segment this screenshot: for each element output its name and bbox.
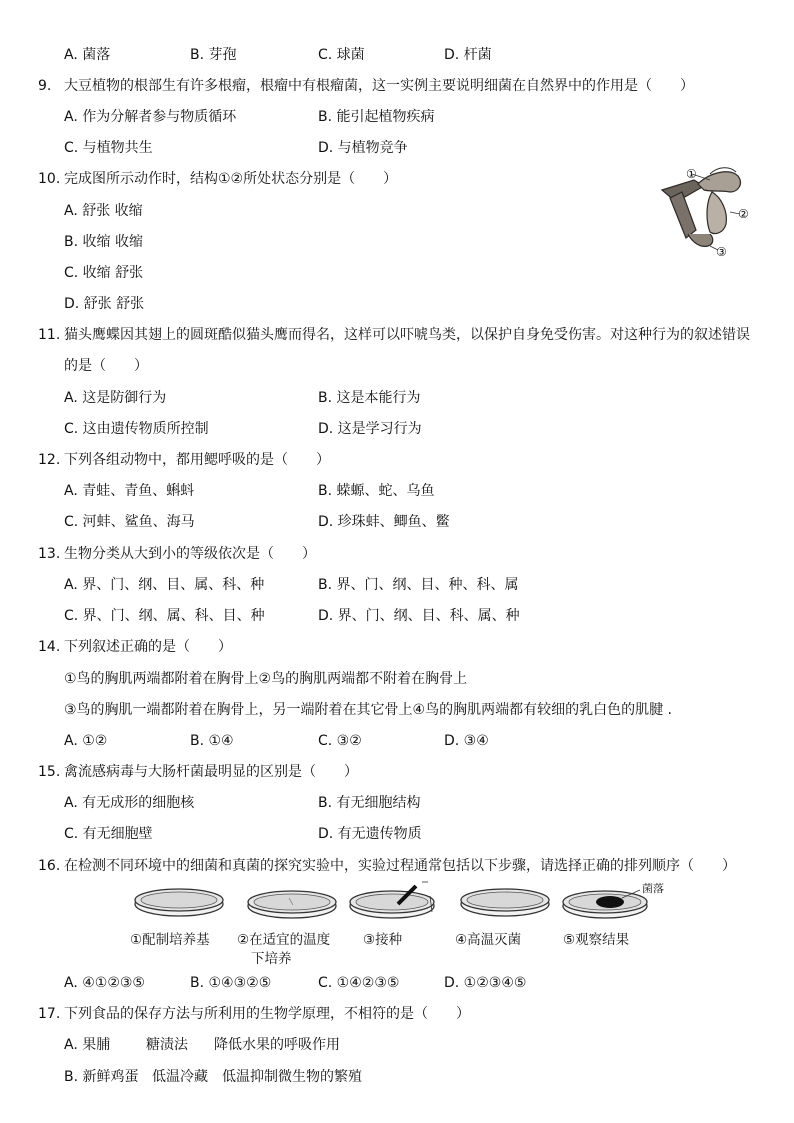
q8-option-c: C. 球菌 bbox=[318, 47, 365, 63]
q17-option-b-method: 低温冷藏 bbox=[152, 1069, 208, 1085]
q14-statement-line1: ①鸟的胸肌两端都附着在胸骨上②鸟的胸肌两端都不附着在胸骨上 bbox=[64, 671, 468, 687]
q13-option-a: A. 界、门、纲、目、属、科、种 bbox=[64, 577, 265, 593]
q15-option-d: D. 有无遗传物质 bbox=[318, 826, 422, 842]
q11-number: 11. bbox=[38, 327, 61, 343]
q15-number: 15. bbox=[38, 764, 61, 780]
q11-option-b: B. 这是本能行为 bbox=[318, 390, 421, 406]
q13-stem: 生物分类从大到小的等级依次是（ ） bbox=[64, 546, 316, 562]
q16-stem: 在检测不同环境中的细菌和真菌的探究实验中，实验过程通常包括以下步骤，请选择正确的排列顺序（ ） bbox=[64, 858, 736, 874]
q17-option-b-principle: 低温抑制微生物的繁殖 bbox=[222, 1069, 362, 1085]
q15-option-b: B. 有无细胞结构 bbox=[318, 795, 421, 811]
q16-option-a: A. ④①②③⑤ bbox=[64, 975, 145, 991]
q8-option-b: B. 芽孢 bbox=[190, 47, 237, 63]
q15-option-a: A. 有无成形的细胞核 bbox=[64, 795, 195, 811]
q14-option-a: A. ①② bbox=[64, 733, 108, 749]
q10-option-a: A. 舒张 收缩 bbox=[64, 203, 143, 219]
petri-dish-icon bbox=[245, 886, 339, 922]
q11-option-c: C. 这由遗传物质所控制 bbox=[64, 421, 209, 437]
q9-number: 9. bbox=[38, 78, 52, 94]
petri-dish-colony-icon bbox=[560, 884, 654, 922]
q14-stem: 下列叙述正确的是（ ） bbox=[64, 639, 232, 655]
q9-option-a: A. 作为分解者参与物质循环 bbox=[64, 109, 237, 125]
q12-option-a: A. 青蛙、青鱼、蝌蚪 bbox=[64, 483, 195, 499]
q17-option-b-food: B. 新鲜鸡蛋 bbox=[64, 1069, 139, 1085]
q14-option-c: C. ③② bbox=[318, 733, 362, 749]
petri-dish-icon bbox=[458, 884, 552, 920]
q12-stem: 下列各组动物中，都用鳃呼吸的是（ ） bbox=[64, 452, 330, 468]
q13-number: 13. bbox=[38, 546, 61, 562]
q17-option-a-food: A. 果脯 bbox=[64, 1037, 111, 1053]
step-2-label-line1: ②在适宜的温度 bbox=[237, 932, 331, 948]
figure-label-1: ① bbox=[686, 167, 697, 181]
q11-stem-line1: 猫头鹰蝶因其翅上的圆斑酷似猫头鹰而得名，这样可以吓唬鸟类，以保护自身免受伤害。对这种行为的叙述错误 bbox=[64, 327, 750, 343]
q10-option-d: D. 舒张 舒张 bbox=[64, 296, 145, 312]
step-1-label: ①配制培养基 bbox=[130, 932, 210, 948]
figure-label-3: ③ bbox=[716, 245, 727, 259]
petri-dish-inoculation-icon bbox=[346, 878, 446, 922]
q10-option-b: B. 收缩 收缩 bbox=[64, 234, 143, 250]
q13-option-c: C. 界、门、纲、属、科、目、种 bbox=[64, 608, 265, 624]
q9-option-b: B. 能引起植物疾病 bbox=[318, 109, 435, 125]
q12-option-b: B. 蝾螈、蛇、乌鱼 bbox=[318, 483, 435, 499]
q10-number: 10. bbox=[38, 171, 61, 187]
colony-label: 菌落 bbox=[642, 882, 664, 895]
q16-number: 16. bbox=[38, 858, 61, 874]
q16-option-c: C. ①④②③⑤ bbox=[318, 975, 400, 991]
q10-stem: 完成图所示动作时，结构①②所处状态分别是（ ） bbox=[64, 171, 398, 187]
q13-option-d: D. 界、门、纲、目、科、属、种 bbox=[318, 608, 520, 624]
q14-option-b: B. ①④ bbox=[190, 733, 234, 749]
petri-dish-icon bbox=[132, 884, 226, 920]
step-2-label-line2: 下培养 bbox=[251, 951, 292, 967]
q14-statement-line2: ③鸟的胸肌一端都附着在胸骨上，另一端附着在其它骨上④鸟的胸肌两端都有较细的乳白色的肌腱 . bbox=[64, 702, 672, 718]
q12-option-c: C. 河蚌、鲨鱼、海马 bbox=[64, 514, 195, 530]
q9-stem: 大豆植物的根部生有许多根瘤，根瘤中有根瘤菌，这一实例主要说明细菌在自然界中的作用是（ ） bbox=[64, 78, 694, 94]
q9-option-c: C. 与植物共生 bbox=[64, 140, 153, 156]
q11-option-d: D. 这是学习行为 bbox=[318, 421, 422, 437]
q16-option-b: B. ①④③②⑤ bbox=[190, 975, 272, 991]
q10-option-c: C. 收缩 舒张 bbox=[64, 265, 144, 281]
q14-number: 14. bbox=[38, 639, 61, 655]
q16-option-d: D. ①②③④⑤ bbox=[444, 975, 527, 991]
q9-option-d: D. 与植物竞争 bbox=[318, 140, 408, 156]
q12-option-d: D. 珍珠蚌、鲫鱼、鳖 bbox=[318, 514, 450, 530]
q13-option-b: B. 界、门、纲、目、种、科、属 bbox=[318, 577, 519, 593]
figure-label-2: ② bbox=[738, 207, 749, 221]
step-4-label: ④高温灭菌 bbox=[455, 932, 522, 948]
q15-option-c: C. 有无细胞壁 bbox=[64, 826, 153, 842]
q8-option-d: D. 杆菌 bbox=[444, 47, 492, 63]
q17-stem: 下列食品的保存方法与所利用的生物学原理，不相符的是（ ） bbox=[64, 1006, 470, 1022]
q17-option-a-principle: 降低水果的呼吸作用 bbox=[214, 1037, 340, 1053]
q17-option-a-method: 糖渍法 bbox=[146, 1037, 188, 1053]
q11-stem-line2: 的是（ ） bbox=[64, 358, 148, 374]
q14-option-d: D. ③④ bbox=[444, 733, 489, 749]
step-5-label: ⑤观察结果 bbox=[563, 932, 630, 948]
q12-number: 12. bbox=[38, 452, 61, 468]
step-3-label: ③接种 bbox=[363, 932, 403, 948]
q17-number: 17. bbox=[38, 1006, 61, 1022]
q8-option-a: A. 菌落 bbox=[64, 47, 111, 63]
q15-stem: 禽流感病毒与大肠杆菌最明显的区别是（ ） bbox=[64, 764, 358, 780]
q11-option-a: A. 这是防御行为 bbox=[64, 390, 167, 406]
